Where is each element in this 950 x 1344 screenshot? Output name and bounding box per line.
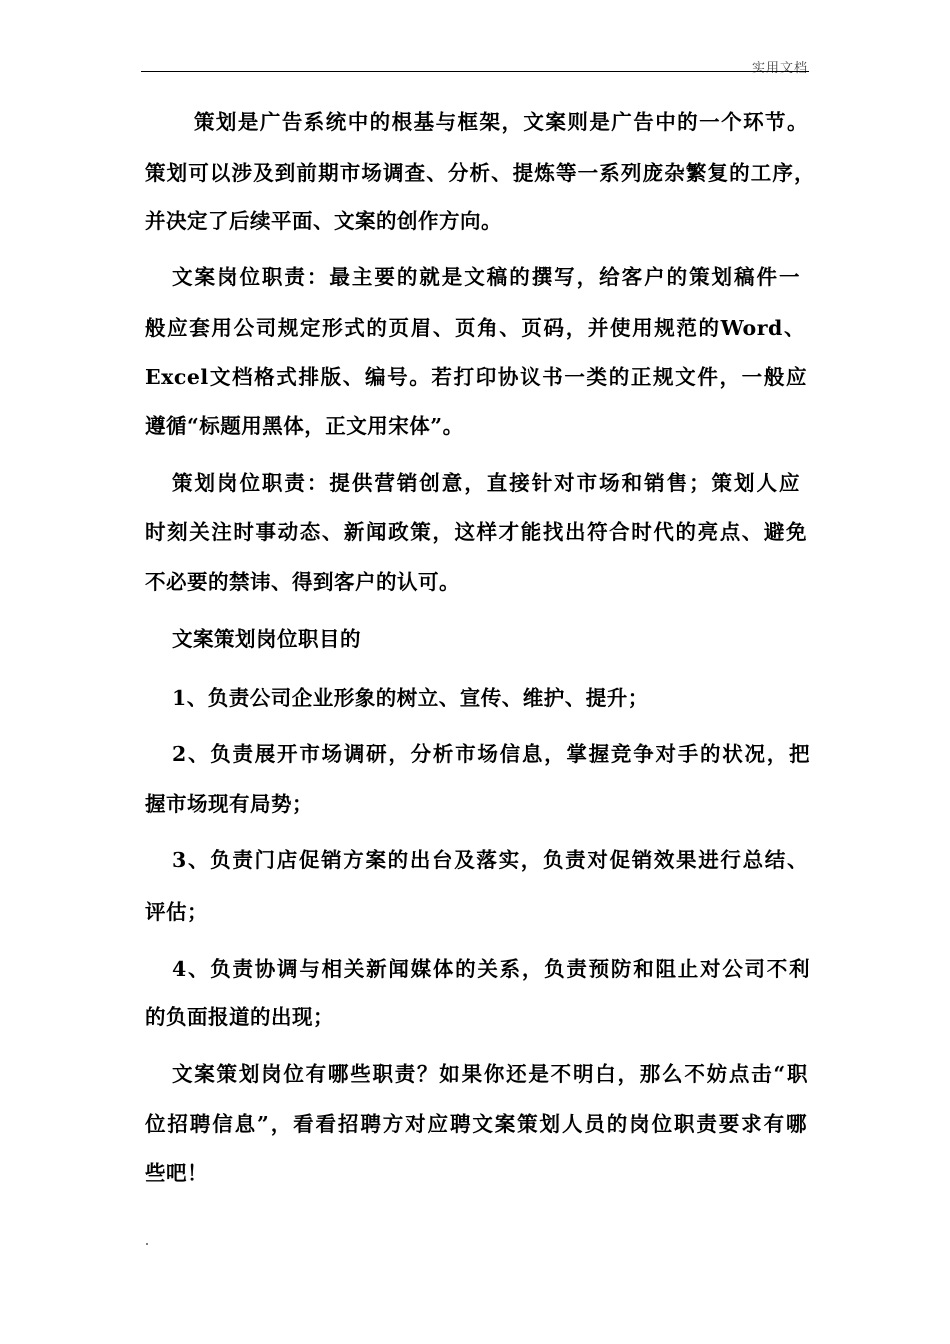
- section-heading: 文案策划岗位职目的: [172, 627, 361, 651]
- list-item-4-line-2: 的负面报道的出现；: [145, 1005, 334, 1029]
- paragraph-1-line-1: 策划是广告系统中的根基与框架，文案则是广告中的一个环节。: [172, 110, 808, 134]
- paragraph-2-line-3: Excel文档格式排版、编号。若打印协议书一类的正规文件，一般应: [145, 365, 807, 389]
- paragraph-3-line-1: 策划岗位职责：提供营销创意，直接针对市场和销售；策划人应: [172, 471, 800, 495]
- list-item-1: 1、负责公司企业形象的树立、宣传、维护、提升；: [172, 686, 649, 710]
- paragraph-1-line-3: 并决定了后续平面、文案的创作方向。: [145, 209, 502, 233]
- paragraph-3-line-2: 时刻关注时事动态、新闻政策，这样才能找出符合时代的亮点、避免: [145, 520, 807, 544]
- list-item-3-line-2: 评估；: [145, 900, 208, 924]
- paragraph-4-line-3: 些吧！: [145, 1161, 208, 1185]
- paragraph-4-line-2: 位招聘信息”，看看招聘方对应聘文案策划人员的岗位职责要求有哪: [145, 1112, 807, 1136]
- page-header-label: 实用文档: [751, 61, 808, 76]
- list-item-2-line-2: 握市场现有局势；: [145, 792, 313, 816]
- header-divider: [141, 71, 809, 72]
- paragraph-2-line-4: 遵循“标题用黑体，正文用宋体”。: [145, 414, 464, 438]
- footer-dot: [146, 1243, 148, 1245]
- paragraph-2-line-1: 文案岗位职责：最主要的就是文稿的撰写，给客户的策划稿件一: [172, 265, 800, 289]
- paragraph-1-line-2: 策划可以涉及到前期市场调查、分析、提炼等一系列庞杂繁复的工序，: [145, 161, 815, 185]
- list-item-3-line-1: 3、负责门店促销方案的出台及落实，负责对促销效果进行总结、: [172, 848, 808, 872]
- paragraph-3-line-3: 不必要的禁讳、得到客户的认可。: [145, 570, 460, 594]
- list-item-4-line-1: 4、负责协调与相关新闻媒体的关系，负责预防和阻止对公司不利: [172, 957, 810, 981]
- list-item-2-line-1: 2、负责展开市场调研，分析市场信息，掌握竞争对手的状况，把: [172, 742, 810, 766]
- paragraph-4-line-1: 文案策划岗位有哪些职责？如果你还是不明白，那么不妨点击“职: [172, 1062, 808, 1086]
- paragraph-2-line-2: 般应套用公司规定形式的页眉、页角、页码，并使用规范的Word、: [145, 316, 805, 340]
